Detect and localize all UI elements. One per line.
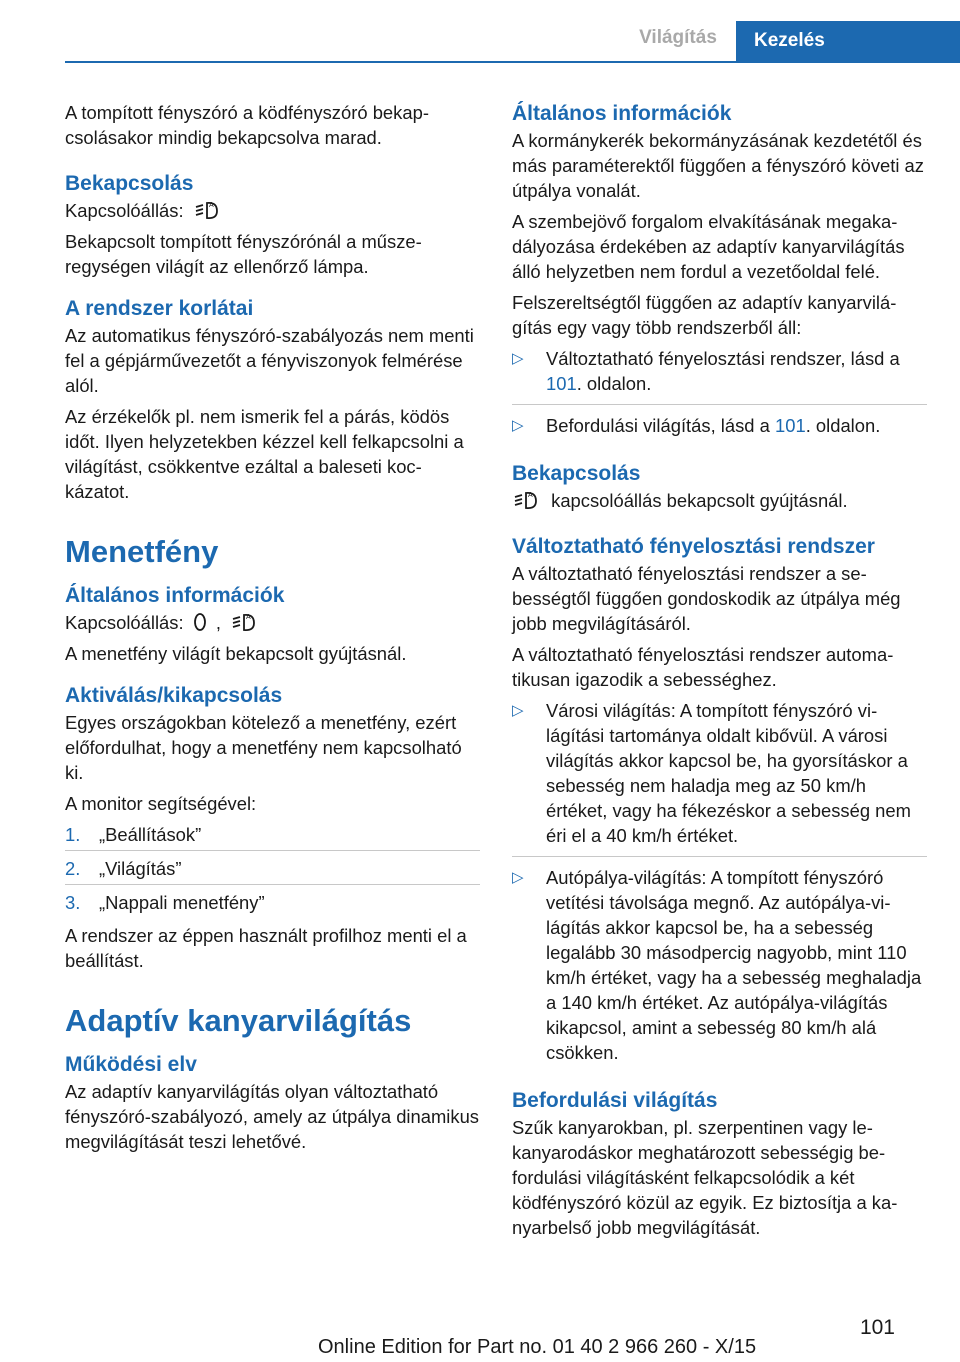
heading-aktivalas: Aktiválás/kikapcsolás (65, 684, 283, 707)
altalanos-p2: A szembejövő forgalom elvakításának megakadályozása érdekében az adaptív kanyarvilágítás álló helyzetben nem fordul a vezetőoldal felé. (512, 211, 905, 282)
bekapcsolas-text: Bekapcsolt tompított fényszórónál a műszeregységen világít az ellenőrző lámpa. (65, 231, 422, 277)
heading-altalanos: Általános információk (512, 102, 732, 125)
valtoz-p1: A változtatható fényelosztási rendszer a sebességtől függően gondoskodik az útpálya még jobb megvilágításáról. (512, 563, 901, 634)
list-item: ▷ Változtatható fényelosztási rendszer, lásd a 101. oldalon. (512, 346, 927, 405)
limits-p1: Az automatikus fényszóró-szabályozás nem menti fel a gépjárművezetőt a fényviszonyok felmérése alól. (65, 325, 474, 396)
list-item: ▷ Autópálya-világítás: A tompított fényszóró vetítési távolsága megnő. Az autópálya-világítás akkor kapcsol be, ha a sebesség legalább 30 másodpercig nagyobb, mint 110 km/h értéket, vagy ha a sebesség meghaladja a 140 km/h értéket. Az autópálya-világítás kikapcsol, amint a sebesség 80 km/h alá csökken. (512, 867, 922, 1063)
bekapcsolas-right-line: A kapcsolóállás bekapcsolt gyújtásnál. (512, 488, 927, 513)
aktivalas-p2: A monitor segítségével: (65, 793, 257, 814)
valtoz-p2: A változtatható fényelosztási rendszer automatikusan igazodik a sebességhez. (512, 644, 894, 690)
intro-text: A tompított fényszóró a ködfényszóró bekapcsolásakor mindig bekapcsolva marad. (65, 102, 429, 148)
auto-headlight-icon (230, 611, 260, 633)
section-title: Világítás (639, 27, 717, 48)
heading-befordulasi: Befordulási világítás (512, 1089, 718, 1112)
off-switch-icon (193, 611, 207, 633)
menetfeny-switch-line: Kapcsolóállás: , A (65, 610, 480, 635)
list-item: ▷ Befordulási világítás, lásd a 101. oldalon. (512, 415, 881, 436)
heading-mukodesi-elv: Működési elv (65, 1053, 197, 1076)
heading-bekapcsolas: Bekapcsolás (65, 172, 194, 195)
list-item: ▷ Városi világítás: A tompított fényszóró világítási tartománya oldalt kibővül. A városi világítás akkor kapcsol be, ha gyorsításkor a sebesség nem haladja meg az 50 km/h értéket, vagy ha fékezéskor a sebesség nem éri el a 40 km/h értéket. (512, 698, 927, 857)
adaptiv-text: Az adaptív kanyarvilágítás olyan változtatható fényszóró-szabályozó, amely az útpálya dinamikus megvilágítását teszi lehetővé. (65, 1081, 479, 1152)
page-link[interactable]: 101 (546, 373, 577, 394)
edition-footer: Online Edition for Part no. 01 40 2 966 260 - X/15 (318, 1336, 757, 1358)
switch-position-line: Kapcsolóállás: A (65, 198, 480, 223)
title-adaptiv: Adaptív kanyarvilágítás (65, 1003, 412, 1038)
step-item: 3. „Nappali menetfény” (65, 892, 265, 913)
aktivalas-p1: Egyes országokban kötelező a menetfény, ezért előfordulhat, hogy a menetfény nem kapcsolható ki. (65, 712, 462, 783)
auto-headlight-icon (512, 489, 542, 511)
svg-text:A: A (208, 202, 214, 209)
svg-text:A: A (246, 614, 251, 621)
altalanos-p1: A kormánykerék bekormányzásának kezdetétől és más paraméterektől függően a fényszóró követi az útpálya vonalát. (512, 130, 924, 201)
svg-text:A: A (528, 492, 533, 499)
header-rule (65, 61, 960, 63)
heading-bekapcsolas-right: Bekapcsolás (512, 462, 641, 485)
system-list (512, 346, 927, 438)
triangle-bullet-icon: ▷ (512, 702, 524, 719)
step-item: 2. „Világítás” (65, 856, 480, 885)
triangle-bullet-icon: ▷ (512, 417, 524, 434)
limits-p2: Az érzékelők pl. nem ismerik fel a párás, ködös időt. Ilyen helyzetekben kézzel kell felkapcsolni a világítást, csökkentve ezáltal a baleseti kockázatot. (65, 406, 464, 502)
befordulasi-text: Szűk kanyarokban, pl. szerpentinen vagy lekanyarodáskor meghatározott sebességig befordulási világításként felkapcsolódik a két ködfényszóró közül az egyik. Ez biztosítja a kanyarbelső jobb megvilágítását. (512, 1117, 898, 1238)
aktivalas-p3: A rendszer az éppen használt profilhoz menti el a beállítást. (65, 925, 467, 971)
steps-list (65, 822, 480, 918)
chapter-tab: Kezelés (736, 21, 960, 61)
menetfeny-text: A menetfény világít bekapcsolt gyújtásnál. (65, 643, 407, 664)
page-number: 101 (859, 1316, 895, 1339)
right-column (512, 100, 927, 1246)
triangle-bullet-icon: ▷ (512, 869, 524, 886)
heading-limits: A rendszer korlátai (65, 297, 254, 320)
heading-valtoztathato: Változtatható fényelosztási rendszer (512, 535, 875, 558)
page-link[interactable]: 101 (775, 415, 806, 436)
auto-headlight-icon (193, 199, 223, 221)
altalanos-p3: Felszereltségtől függően az adaptív kanyarvilágítás egy vagy több rendszerből áll: (512, 292, 897, 338)
step-item: 1. „Beállítások” (65, 822, 480, 851)
triangle-bullet-icon: ▷ (512, 350, 524, 367)
heading-menetfeny-info: Általános információk (65, 584, 285, 607)
title-menetfeny: Menetfény (65, 534, 219, 569)
mode-list (512, 698, 927, 1065)
left-column (65, 100, 480, 1160)
